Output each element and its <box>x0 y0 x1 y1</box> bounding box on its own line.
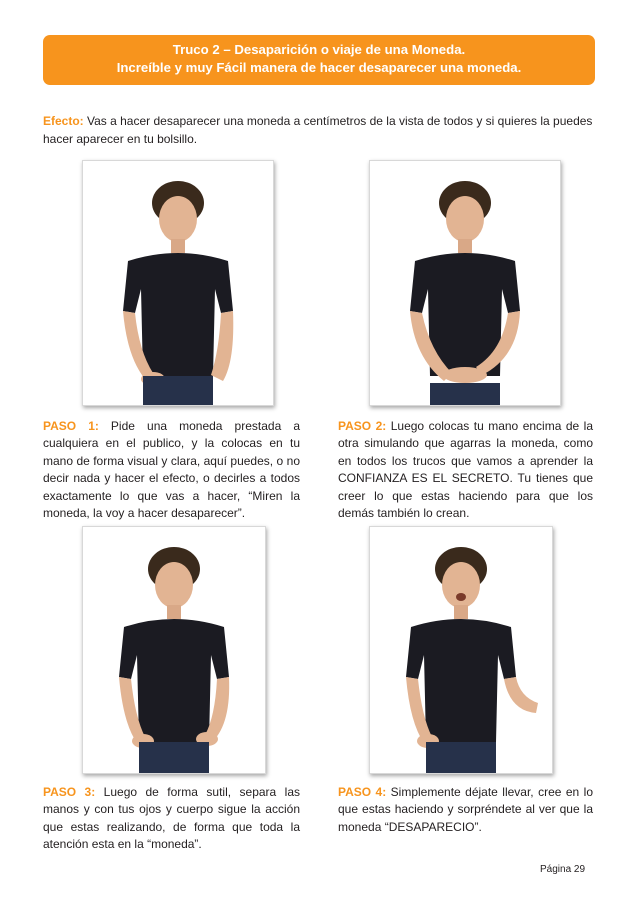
title-line-1: Truco 2 – Desaparición o viaje de una Moneda. <box>172 42 466 57</box>
step-3-body: Luego de forma sutil, separa las manos y con tus ojos y cuerpo sigue la acción que estas realizando, de forma que toda la atención esta en la “moneda”. <box>43 785 300 852</box>
step-2-text <box>338 418 593 522</box>
photo-step-3 <box>82 526 266 774</box>
step-3-text <box>43 784 300 854</box>
man-holding-coin-illustration <box>83 161 273 405</box>
photo-step-2 <box>369 160 561 406</box>
step-4-text <box>338 784 593 836</box>
step-1-body: Pide una moneda prestada a cualquiera en el publico, y la colocas en tu mano de forma visual y clara, aquí puedes, o no decir nada y hacer el efecto, o decirles a todos exactamente lo que vas a hacer, “Miren la moneda, la voy a hacer desaparecer”. <box>43 419 300 521</box>
man-separating-hands-illustration <box>83 527 265 773</box>
step-3-label: PASO 3: <box>43 785 96 799</box>
title-banner <box>43 35 595 85</box>
step-1-text <box>43 418 300 522</box>
effect-paragraph <box>43 112 598 148</box>
man-surprised-illustration <box>370 527 552 773</box>
step-2-body: Luego colocas tu mano encima de la otra simulando que agarras la moneda, como en todos los trucos que vamos a aprender la CONFIANZA ES EL SECRETO. Tu tienes que creer lo que estas haciendo para que los demás también lo crean. <box>338 419 593 521</box>
page-number: Página 29 <box>540 864 586 875</box>
step-2-label: PASO 2: <box>338 419 387 433</box>
effect-text: Vas a hacer desaparecer una moneda a centímetros de la vista de todos y si quieres la puedes hacer aparecer en tu bolsillo. <box>43 114 593 146</box>
title-line-2: Increíble y muy Fácil manera de hacer desaparecer una moneda. <box>116 60 522 75</box>
photo-step-4 <box>369 526 553 774</box>
step-1-label: PASO 1: <box>43 419 99 433</box>
step-4-body: Simplemente déjate llevar, cree en lo que estas haciendo y sorpréndete al ver que la moneda “DESAPARECIO”. <box>338 785 593 834</box>
effect-label: Efecto: <box>43 114 84 128</box>
photo-step-1 <box>82 160 274 406</box>
step-4-label: PASO 4: <box>338 785 387 799</box>
man-covering-hand-illustration <box>370 161 560 405</box>
